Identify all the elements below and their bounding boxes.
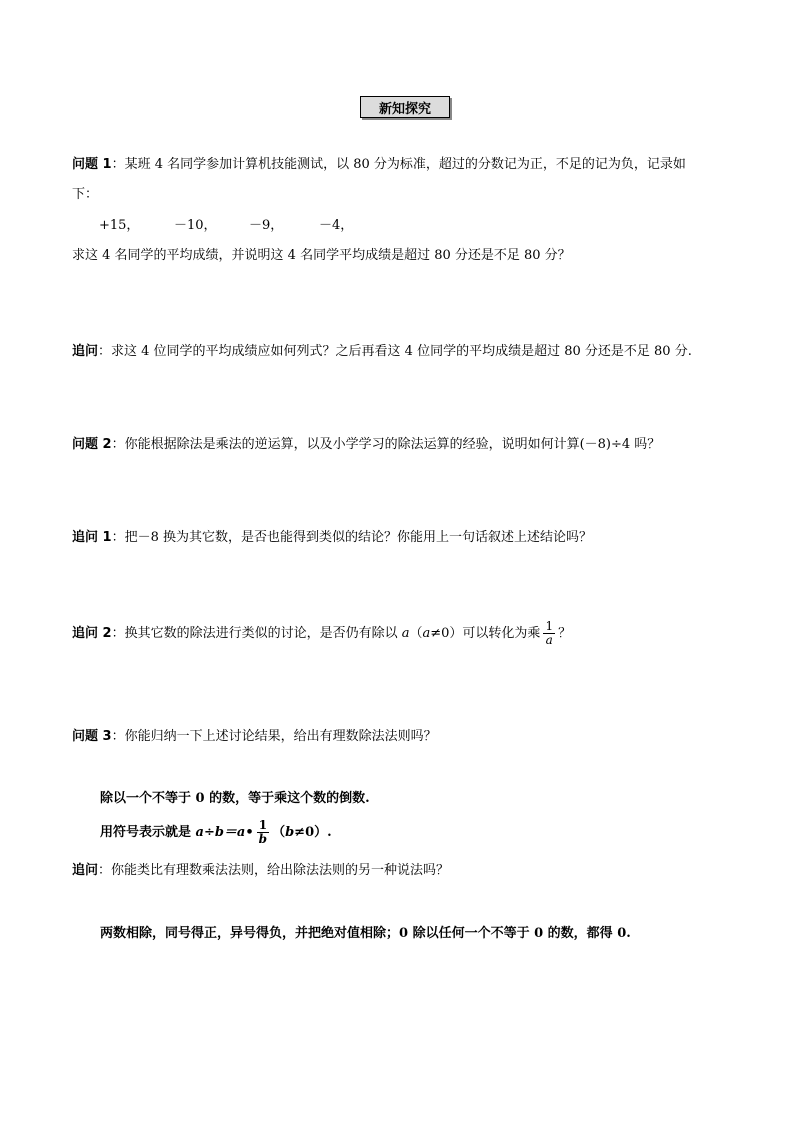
score-value: －10， bbox=[174, 218, 217, 233]
question-3 bbox=[72, 727, 437, 747]
question-3-followup bbox=[72, 861, 449, 881]
question-2-label: 问题 2 bbox=[72, 437, 112, 452]
question-2-followup-2 bbox=[72, 620, 571, 648]
score-value: +15， bbox=[99, 218, 140, 233]
question-2-text: ：你能根据除法是乘法的逆运算，以及小学学习的除法运算的经验，说明如何计算(－8)÷4 吗？ bbox=[111, 437, 661, 452]
question-1 bbox=[72, 155, 686, 175]
followup-text: ：你能类比有理数乘法法则，给出除法法则的另一种说法吗？ bbox=[98, 863, 450, 878]
question-3-label: 问题 3 bbox=[72, 729, 112, 744]
followup-2-text-c: ≠0）可以转化为乘 bbox=[430, 626, 541, 641]
question-1-followup bbox=[72, 342, 692, 362]
fraction-numerator: 1 bbox=[545, 619, 554, 633]
question-1-label: 问题 1 bbox=[72, 157, 112, 172]
followup-text: ：求这 4 位同学的平均成绩应如何列式？之后再看这 4 位同学的平均成绩是超过 80 分还是不足 80 分. bbox=[98, 344, 692, 359]
variable-a: a bbox=[401, 626, 410, 641]
section-title: 新知探究 bbox=[360, 96, 450, 118]
question-2-followup-1 bbox=[72, 528, 592, 548]
score-value: －4， bbox=[319, 218, 354, 233]
fraction-1-over-b bbox=[257, 819, 269, 846]
fraction-numerator: 1 bbox=[258, 818, 268, 832]
question-1-cont: 下： bbox=[72, 187, 99, 202]
followup-label: 追问 bbox=[72, 344, 99, 359]
variable-a: a bbox=[422, 626, 431, 641]
division-rule-symbolic bbox=[100, 818, 332, 848]
rule-symbolic-text: 用符号表示就是 bbox=[100, 825, 196, 840]
question-2 bbox=[72, 435, 660, 455]
fraction-denominator: b bbox=[258, 832, 268, 846]
followup-2-text-b: （ bbox=[409, 626, 423, 641]
question-3-text: ：你能归纳一下上述讨论结果，给出有理数除法法则吗？ bbox=[111, 729, 437, 744]
fraction-denominator: a bbox=[545, 633, 553, 647]
question-1-text: ：某班 4 名同学参加计算机技能测试，以 80 分为标准，超过的分数记为正，不足的记为负，记录如 bbox=[111, 157, 686, 172]
rule-expression: a÷b＝a• bbox=[195, 825, 254, 840]
followup-2-text-d: ？ bbox=[558, 626, 572, 641]
variable-b: b bbox=[285, 825, 295, 840]
question-1-question: 求这 4 名同学的平均成绩，并说明这 4 名同学平均成绩是超过 80 分还是不足 80 分？ bbox=[72, 248, 571, 263]
followup-label: 追问 bbox=[72, 863, 99, 878]
fraction-1-over-a bbox=[543, 620, 555, 647]
followup-1-text: ：把－8 换为其它数，是否也能得到类似的结论？你能用上一句话叙述上述结论吗？ bbox=[111, 530, 592, 545]
division-rule: 除以一个不等于 0 的数，等于乘这个数的倒数. bbox=[100, 791, 370, 806]
followup-2-text-a: ：换其它数的除法进行类似的讨论，是否仍有除以 bbox=[111, 626, 402, 641]
division-rule-alt: 两数相除，同号得正，异号得负，并把绝对值相除；0 除以任何一个不等于 0 的数，都得 0. bbox=[100, 926, 631, 941]
followup-1-label: 追问 1 bbox=[72, 530, 112, 545]
rule-condition-close: ≠0）. bbox=[294, 825, 332, 840]
rule-condition-open: （ bbox=[272, 825, 286, 840]
score-value: －9， bbox=[249, 218, 284, 233]
followup-2-label: 追问 2 bbox=[72, 626, 112, 641]
